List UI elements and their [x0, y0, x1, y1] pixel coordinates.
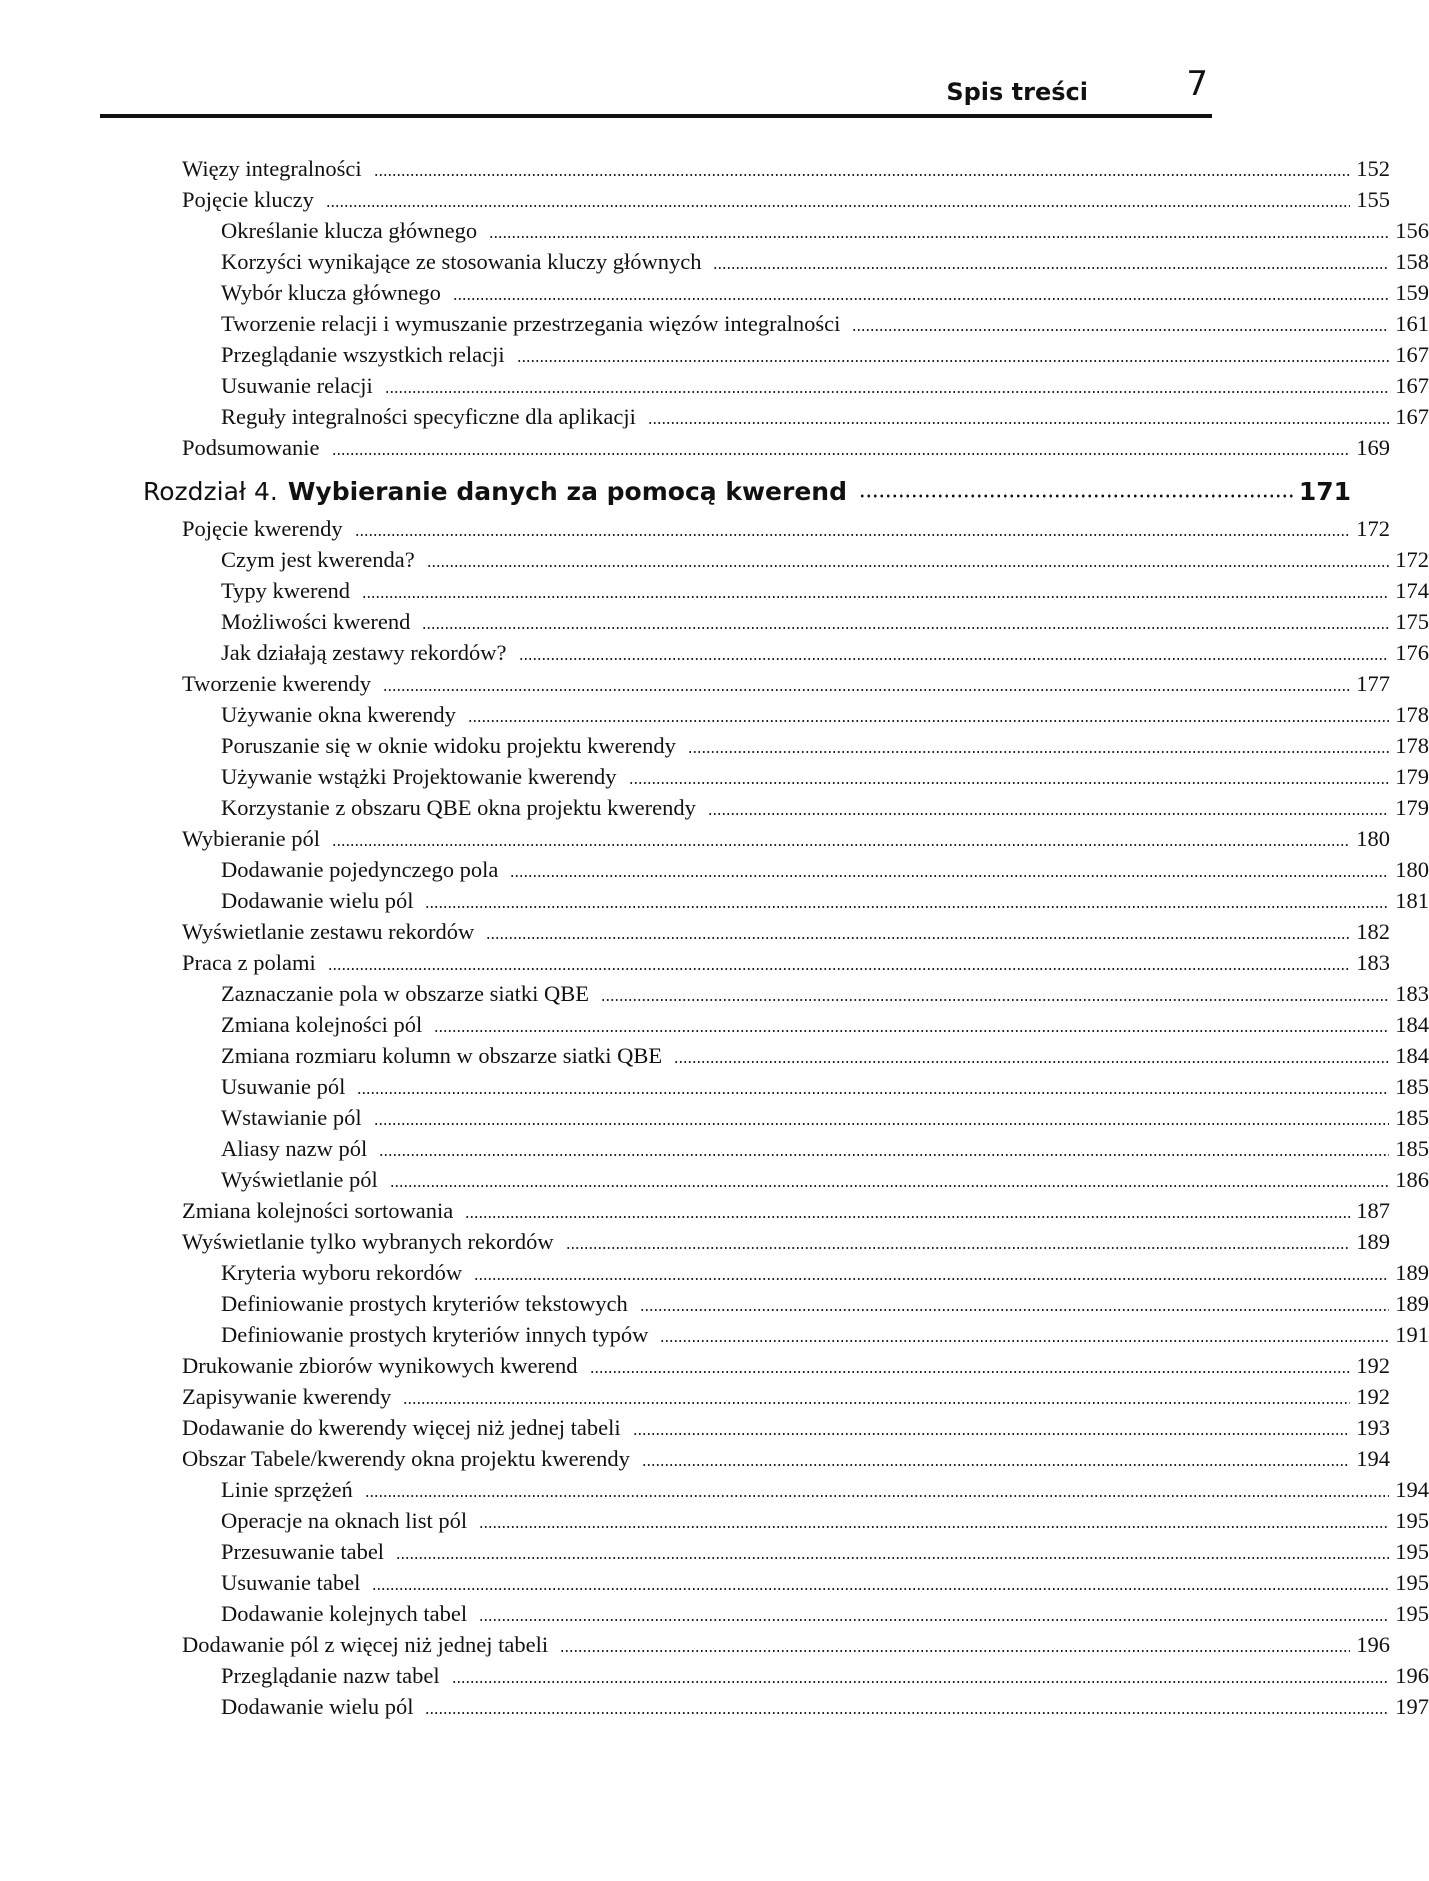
toc-entry[interactable] [0, 1508, 1429, 1539]
dot-leader [566, 1232, 1351, 1255]
toc-entry-title: Wstawianie pól [221, 1105, 362, 1130]
toc-entry[interactable] [0, 1012, 1429, 1043]
toc-entry[interactable] [0, 1136, 1429, 1167]
dot-leader [465, 1201, 1350, 1224]
toc-entry[interactable] [0, 1043, 1429, 1074]
toc-entry-title: Używanie okna kwerendy [221, 702, 456, 727]
dot-leader [479, 1511, 1389, 1534]
toc-entry-page-number: 178 [1395, 702, 1429, 727]
dot-leader [640, 1294, 1389, 1317]
toc-entry[interactable] [0, 1167, 1429, 1198]
toc-entry-title: Zaznaczanie pola w obszarze siatki QBE [221, 981, 589, 1006]
toc-entry-title: Określanie klucza głównego [221, 218, 478, 243]
toc-entry-title: Pojęcie kwerendy [182, 516, 343, 541]
running-head [100, 62, 1212, 118]
toc-entry-page-number: 180 [1395, 857, 1429, 882]
toc-entry-title: Dodawanie wielu pól [221, 1694, 414, 1719]
toc-entry-page-number: 196 [1356, 1632, 1390, 1657]
toc-entry-page-number: 194 [1356, 1446, 1390, 1471]
toc-entry-page-number: 182 [1356, 919, 1390, 944]
toc-entry-page-number: 195 [1395, 1508, 1429, 1533]
dot-leader [674, 1046, 1389, 1069]
toc-entry-page-number: 158 [1395, 249, 1429, 274]
toc-entry-title: Możliwości kwerend [221, 609, 411, 634]
dot-leader [328, 953, 1351, 976]
toc-entry[interactable] [0, 702, 1429, 733]
dot-leader [365, 1480, 1389, 1503]
dot-leader [486, 922, 1350, 945]
toc-entry[interactable] [0, 578, 1429, 609]
toc-entry[interactable] [0, 1415, 1390, 1446]
toc-entry[interactable] [0, 435, 1390, 466]
dot-leader [474, 1263, 1389, 1286]
toc-entry[interactable] [0, 1539, 1429, 1570]
toc-entry-page-number: 169 [1356, 435, 1390, 460]
toc-entry-title: Wyświetlanie tylko wybranych rekordów [182, 1229, 554, 1254]
toc-entry-title: Reguły integralności specyficzne dla aplikacji [221, 404, 636, 429]
toc-entry-page-number: 159 [1395, 280, 1429, 305]
toc-entry-title: Poruszanie się w oknie widoku projektu kwerendy [221, 733, 676, 758]
dot-leader [374, 159, 1351, 182]
toc-section-before [0, 156, 1429, 466]
toc-entry[interactable] [0, 733, 1429, 764]
dot-leader [372, 1573, 1389, 1596]
toc-entry[interactable] [0, 1570, 1429, 1601]
toc-entry[interactable] [0, 919, 1390, 950]
dot-leader [383, 674, 1350, 697]
dot-leader [362, 581, 1389, 604]
toc-entry[interactable] [0, 373, 1429, 404]
toc-entry-page-number: 178 [1395, 733, 1429, 758]
toc-entry[interactable] [0, 187, 1390, 218]
toc-entry-title: Tworzenie kwerendy [182, 671, 371, 696]
toc-entry-page-number: 179 [1395, 795, 1429, 820]
dot-leader [489, 221, 1389, 244]
toc-section-after [0, 516, 1429, 1725]
toc-entry[interactable] [0, 857, 1429, 888]
toc-entry-title: Więzy integralności [182, 156, 362, 181]
toc-entry-title: Zmiana kolejności pól [221, 1012, 423, 1037]
toc-entry[interactable] [0, 1260, 1429, 1291]
toc-entry-title: Wyświetlanie pól [221, 1167, 378, 1192]
toc-entry[interactable] [0, 280, 1429, 311]
toc-entry-title: Usuwanie tabel [221, 1570, 361, 1595]
toc-entry[interactable] [0, 640, 1429, 671]
dot-leader [396, 1542, 1389, 1565]
dot-leader [479, 1604, 1389, 1627]
toc-entry-title: Usuwanie relacji [221, 373, 373, 398]
toc-entry-page-number: 176 [1395, 640, 1429, 665]
toc-entry[interactable] [0, 609, 1429, 640]
toc-entry-title: Korzystanie z obszaru QBE okna projektu kwerendy [221, 795, 696, 820]
toc-entry-page-number: 180 [1356, 826, 1390, 851]
toc-entry[interactable] [0, 1446, 1390, 1477]
toc-entry-title: Linie sprzężeń [221, 1477, 353, 1502]
toc-entry-title: Przeglądanie wszystkich relacji [221, 342, 505, 367]
toc-entry-page-number: 161 [1395, 311, 1429, 336]
dot-leader [633, 1418, 1351, 1441]
page-number: 7 [1186, 64, 1208, 104]
toc-entry-page-number: 155 [1356, 187, 1390, 212]
toc-entry-page-number: 194 [1395, 1477, 1429, 1502]
toc-entry[interactable] [0, 795, 1429, 826]
toc-entry-title: Wybieranie pól [182, 826, 320, 851]
dot-leader [385, 376, 1389, 399]
toc-entry-title: Dodawanie pól z więcej niż jednej tabeli [182, 1632, 549, 1657]
toc-entry[interactable] [0, 249, 1429, 280]
dot-leader [374, 1108, 1390, 1131]
toc-entry[interactable] [0, 1074, 1429, 1105]
toc-entry-page-number: 172 [1395, 547, 1429, 572]
dot-leader [425, 891, 1389, 914]
dot-leader [332, 438, 1351, 461]
toc-entry-title: Definiowanie prostych kryteriów innych typów [221, 1322, 649, 1347]
dot-leader [453, 283, 1389, 306]
dot-leader [427, 550, 1390, 573]
toc-entry-title: Jak działają zestawy rekordów? [221, 640, 507, 665]
toc-entry-page-number: 185 [1395, 1074, 1429, 1099]
toc-entry-page-number: 191 [1395, 1322, 1429, 1347]
toc-entry-title: Przeglądanie nazw tabel [221, 1663, 440, 1688]
toc-entry-title: Dodawanie kolejnych tabel [221, 1601, 468, 1626]
toc-entry-page-number: 189 [1356, 1229, 1390, 1254]
toc-entry-title: Tworzenie relacji i wymuszanie przestrzegania więzów integralności [221, 311, 841, 336]
dot-leader [355, 519, 1351, 542]
toc-entry[interactable] [0, 1229, 1390, 1260]
toc-entry[interactable] [0, 1198, 1390, 1229]
toc-entry[interactable] [0, 516, 1390, 547]
dot-leader [468, 705, 1389, 728]
toc-entry-title: Korzyści wynikające ze stosowania kluczy głównych [221, 249, 702, 274]
dot-leader [434, 1015, 1389, 1038]
toc-entry-page-number: 183 [1356, 950, 1390, 975]
dot-leader [642, 1449, 1350, 1472]
toc-entry[interactable] [0, 1353, 1390, 1384]
toc-entry-page-number: 193 [1356, 1415, 1390, 1440]
dot-leader [601, 984, 1389, 1007]
dot-leader [688, 736, 1389, 759]
toc-entry-page-number: 156 [1395, 218, 1429, 243]
toc-entry-page-number: 167 [1395, 342, 1429, 367]
dot-leader [425, 1697, 1389, 1720]
dot-leader [708, 798, 1389, 821]
toc-entry[interactable] [0, 1663, 1429, 1694]
dot-leader [519, 643, 1390, 666]
toc-entry-page-number: 195 [1395, 1539, 1429, 1564]
toc-entry-title: Zmiana rozmiaru kolumn w obszarze siatki QBE [221, 1043, 663, 1068]
toc-entry-title: Używanie wstążki Projektowanie kwerendy [221, 764, 617, 789]
dot-leader [629, 767, 1390, 790]
toc-entry-page-number: 192 [1356, 1384, 1390, 1409]
toc-entry[interactable] [0, 671, 1390, 702]
dot-leader [326, 190, 1350, 213]
toc-entry[interactable] [0, 1694, 1429, 1725]
chapter-page-number: 171 [1298, 476, 1351, 506]
toc-entry-page-number: 184 [1395, 1012, 1429, 1037]
toc-entry[interactable] [0, 1105, 1429, 1136]
toc-entry[interactable] [0, 218, 1429, 249]
toc-entry-page-number: 196 [1395, 1663, 1429, 1688]
chapter-title: Wybieranie danych za pomocą kwerend [287, 476, 847, 506]
toc-entry[interactable] [0, 1601, 1429, 1632]
chapter-prefix: Rozdział 4. [143, 476, 278, 506]
toc-entry-title: Wybór klucza głównego [221, 280, 441, 305]
toc-entry[interactable] [0, 311, 1429, 342]
toc-entry-page-number: 179 [1395, 764, 1429, 789]
toc-entry[interactable] [0, 950, 1390, 981]
toc-entry-page-number: 185 [1395, 1105, 1429, 1130]
toc-entry-title: Definiowanie prostych kryteriów tekstowych [221, 1291, 628, 1316]
dot-leader [332, 829, 1350, 852]
toc-entry[interactable] [0, 764, 1429, 795]
toc-entry-title: Czym jest kwerenda? [221, 547, 415, 572]
dot-leader [452, 1666, 1390, 1689]
toc-entry[interactable] [0, 156, 1390, 187]
toc-entry-title: Przesuwanie tabel [221, 1539, 385, 1564]
dot-leader [713, 252, 1389, 275]
toc-entry-title: Wyświetlanie zestawu rekordów [182, 919, 475, 944]
toc-entry[interactable] [0, 1291, 1429, 1322]
dot-leader [422, 612, 1389, 635]
toc-entry-title: Praca z polami [182, 950, 316, 975]
dot-leader [357, 1077, 1389, 1100]
toc-entry-title: Podsumowanie [182, 435, 320, 460]
dot-leader [510, 860, 1389, 883]
toc-entry[interactable] [0, 1477, 1429, 1508]
toc-entry-title: Dodawanie pojedynczego pola [221, 857, 499, 882]
dot-leader [403, 1387, 1350, 1410]
table-of-contents [0, 156, 1429, 1725]
toc-entry-title: Obszar Tabele/kwerendy okna projektu kwerendy [182, 1446, 630, 1471]
toc-entry-page-number: 167 [1395, 404, 1429, 429]
toc-entry-page-number: 175 [1395, 609, 1429, 634]
dot-leader [379, 1139, 1389, 1162]
toc-entry-title: Zapisywanie kwerendy [182, 1384, 392, 1409]
toc-entry-page-number: 184 [1395, 1043, 1429, 1068]
dot-leader [648, 407, 1389, 430]
toc-entry-page-number: 174 [1395, 578, 1429, 603]
toc-entry-page-number: 152 [1356, 156, 1390, 181]
toc-entry-page-number: 186 [1395, 1167, 1429, 1192]
toc-entry-page-number: 183 [1395, 981, 1429, 1006]
toc-entry-title: Pojęcie kluczy [182, 187, 314, 212]
toc-entry-page-number: 192 [1356, 1353, 1390, 1378]
toc-entry-page-number: 177 [1356, 671, 1390, 696]
dot-leader [390, 1170, 1390, 1193]
dot-leader [852, 314, 1389, 337]
toc-entry-page-number: 167 [1395, 373, 1429, 398]
toc-entry-title: Dodawanie wielu pól [221, 888, 414, 913]
toc-entry-title: Zmiana kolejności sortowania [182, 1198, 454, 1223]
toc-entry-page-number: 185 [1395, 1136, 1429, 1161]
toc-entry-title: Usuwanie pól [221, 1074, 346, 1099]
toc-entry-title: Typy kwerend [221, 578, 351, 603]
chapter-heading[interactable] [0, 466, 1351, 516]
running-title: Spis treści [946, 78, 1088, 106]
toc-entry-title: Kryteria wyboru rekordów [221, 1260, 463, 1285]
dot-leader [517, 345, 1390, 368]
dot-leader [859, 480, 1293, 503]
toc-entry-page-number: 195 [1395, 1601, 1429, 1626]
toc-entry[interactable] [0, 826, 1390, 857]
toc-entry-title: Drukowanie zbiorów wynikowych kwerend [182, 1353, 578, 1378]
toc-entry-title: Dodawanie do kwerendy więcej niż jednej tabeli [182, 1415, 621, 1440]
dot-leader [660, 1325, 1389, 1348]
toc-entry-page-number: 189 [1395, 1291, 1429, 1316]
toc-entry-page-number: 189 [1395, 1260, 1429, 1285]
toc-entry[interactable] [0, 888, 1429, 919]
toc-entry[interactable] [0, 547, 1429, 578]
toc-entry-page-number: 172 [1356, 516, 1390, 541]
toc-entry[interactable] [0, 981, 1429, 1012]
toc-entry[interactable] [0, 404, 1429, 435]
toc-entry-page-number: 197 [1395, 1694, 1429, 1719]
dot-leader [560, 1635, 1350, 1658]
toc-entry[interactable] [0, 342, 1429, 373]
dot-leader [590, 1356, 1351, 1379]
toc-entry-title: Aliasy nazw pól [221, 1136, 368, 1161]
toc-entry-page-number: 187 [1356, 1198, 1390, 1223]
toc-entry-title: Operacje na oknach list pól [221, 1508, 468, 1533]
toc-entry-page-number: 181 [1395, 888, 1429, 913]
toc-entry[interactable] [0, 1632, 1390, 1663]
toc-entry[interactable] [0, 1322, 1429, 1353]
toc-entry[interactable] [0, 1384, 1390, 1415]
toc-entry-page-number: 195 [1395, 1570, 1429, 1595]
